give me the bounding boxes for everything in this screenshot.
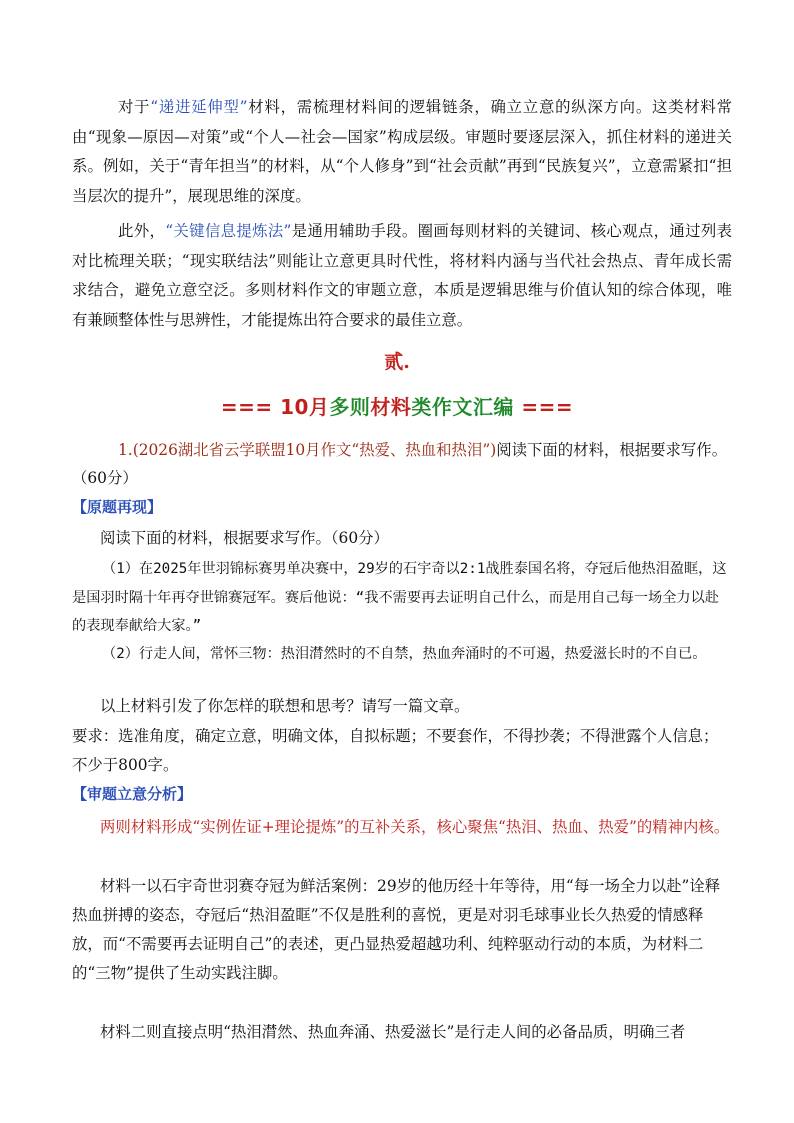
para1-highlight-term: “递进延伸型” (150, 98, 248, 116)
question-source: (2026湖北省云学联盟10月作文“热爱、热血和热泪”) (132, 441, 497, 459)
heading-month: 10月 (280, 395, 330, 419)
question-1 (72, 436, 732, 492)
tag-analysis: 【审题立意分析】 (72, 785, 193, 803)
tag-original-question: 【原题再现】 (72, 498, 163, 516)
paragraph-key-info-method (72, 217, 732, 335)
para2-text-start: 此外， (118, 222, 166, 240)
para1-text-start: 对于 (118, 98, 151, 116)
heading-marks-right: === (521, 395, 574, 419)
para2-text-body: 是通用辅助手段。圈画每则材料的关键词、核心观点，通过列表对比梳理关联；“现实联结法”则能让立意更具时代性，将材料内涵与当代社会热点、青年成长需求结合，避免立意空泛。多则材料作文的审题立意，本质是逻辑思维与价值认知的综合体现，唯有兼顾整体性与思辨性，才能提炼出符合要求的最佳立意。 (72, 222, 732, 329)
paragraph-progressive-type (72, 93, 732, 211)
heading-part3: 类作文汇编 (411, 395, 514, 419)
section-heading (0, 391, 794, 420)
writing-requirements: 要求：选准角度，确定立意，明确文体，自拟标题；不要套作，不得抄袭；不得泄露个人信息；不少于800字。 (72, 727, 719, 774)
heading-part1: 多则 (329, 395, 371, 419)
para2-highlight-term: “关键信息提炼法” (165, 222, 292, 240)
heading-part2: 材料 (370, 395, 412, 419)
heading-marks-left: === (220, 395, 273, 419)
analysis-material-2: 材料二则直接点明“热泪潸然、热血奔涌、热爱滋长”是行走人间的必备品质，明确三者 (100, 1023, 686, 1041)
material-2: （2）行走人间，常怀三物：热泪潸然时的不自禁，热血奔涌时的不可遏，热爱滋长时的不自已。 (102, 646, 707, 662)
section-number: 贰. (384, 351, 410, 373)
para1-text-body: 材料，需梳理材料间的逻辑链条，确立立意的纵深方向。这类材料常由“现象—原因—对策”或“个人—社会—国家”构成层级。审题时要逐层深入，抓住材料的递进关系。例如，关于“青年担当”的材料，从“个人修身”到“社会贡献”再到“民族复兴”，立意需紧扣“担当层次的提升”，展现思维的深度。 (72, 98, 732, 205)
analysis-material-1: 材料一以石宇奇世羽赛夺冠为鲜活案例：29岁的他历经十年等待，用“每一场全力以赴”诠释热血拼搏的姿态，夺冠后“热泪盈眶”不仅是胜利的喜悦，更是对羽毛球事业长久热爱的情感释放，而“不需要再去证明自己”的表述，更凸显热爱超越功利、纯粹驱动行动的本质，为材料二的“三物”提供了生动实践注脚。 (72, 877, 721, 982)
question-text: 阅读下面的材料，根据要求写作。（60分） (72, 441, 728, 487)
analysis-summary: 两则材料形成“实例佐证+理论提炼”的互补关系，核心聚焦“热泪、热血、热爱”的精神内核。 (100, 818, 730, 836)
writing-prompt: 以上材料引发了你怎样的联想和思考？请写一篇文章。 (100, 697, 470, 715)
question-number: 1. (118, 441, 133, 459)
instruction-text: 阅读下面的材料，根据要求写作。（60分） (100, 529, 389, 547)
material-1: （1）在2025年世羽锦标赛男单决赛中，29岁的石宇奇以2:1战胜泰国名将，夺冠后他热泪盈眶，这是国羽时隔十年再夺世锦赛冠军。赛后他说：“我不需要再去证明自己什么，而是用自己每一场全力以赴的表现奉献给大家。” (72, 561, 727, 634)
